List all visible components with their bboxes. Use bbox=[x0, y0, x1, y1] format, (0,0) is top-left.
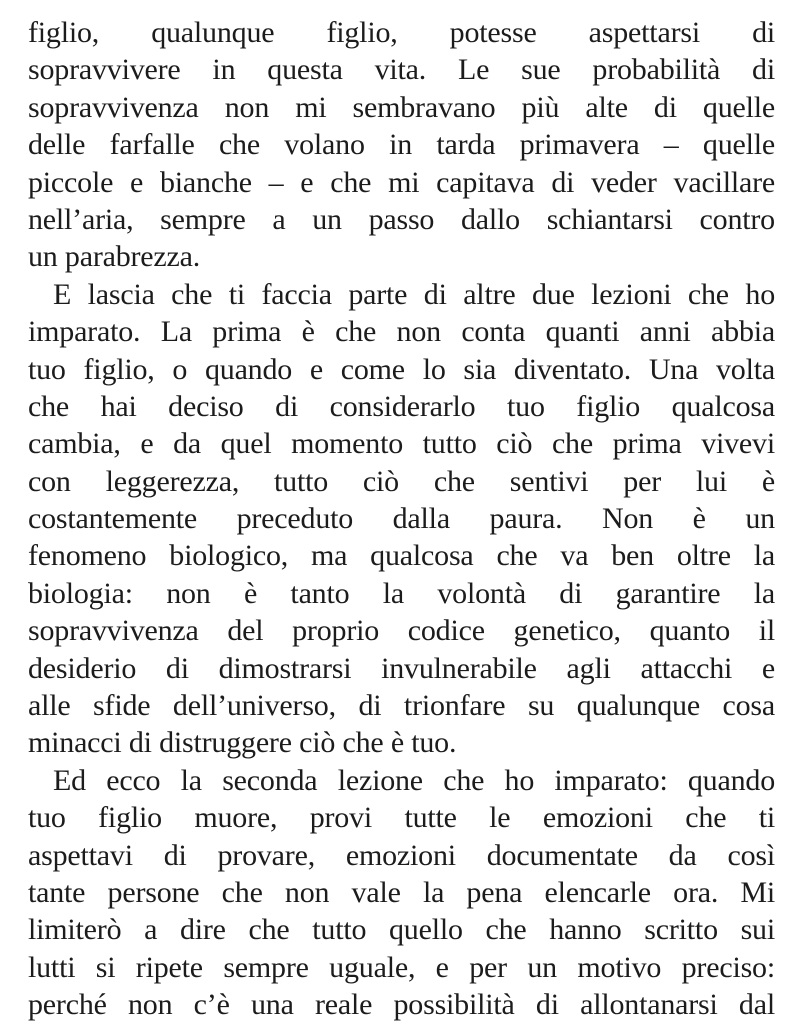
text-line: cambia, e da quel momento tutto ciò che prima vivevi bbox=[28, 427, 775, 461]
text-line: delle farfalle che volano in tarda primavera – quelle bbox=[28, 128, 775, 162]
text-line: fenomeno biologico, ma qualcosa che va ben oltre la bbox=[28, 539, 775, 573]
text-line: piccole e bianche – e che mi capitava di veder vacillare bbox=[28, 165, 775, 199]
text-line: limiterò a dire che tutto quello che hanno scritto sui bbox=[28, 913, 775, 947]
text-line: figlio, qualunque figlio, potesse aspettarsi di bbox=[28, 16, 775, 49]
text-line: con leggerezza, tutto ciò che sentivi per lui è bbox=[28, 464, 775, 498]
text-line: imparato. La prima è che non conta quanti anni abbia bbox=[28, 315, 775, 349]
text-line: che hai deciso di considerarlo tuo figlio qualcosa bbox=[28, 389, 775, 423]
text-line: costantemente preceduto dalla paura. Non è un bbox=[28, 502, 775, 536]
text-line: nell’aria, sempre a un passo dallo schiantarsi contro bbox=[28, 202, 775, 236]
text-line: biologia: non è tanto la volontà di garantire la bbox=[28, 576, 775, 610]
text-line: E lascia che ti faccia parte di altre due lezioni che ho bbox=[53, 277, 775, 311]
text-line: alle sfide dell’universo, di trionfare su qualunque cosa bbox=[28, 689, 775, 723]
text-line: tante persone che non vale la pena elencarle ora. Mi bbox=[28, 875, 775, 909]
text-line: perché non c’è una reale possibilità di allontanarsi dal bbox=[28, 988, 775, 1022]
text-line: lutti si ripete sempre uguale, e per un motivo preciso: bbox=[28, 950, 775, 984]
text-line: sopravvivenza del proprio codice genetico, quanto il bbox=[28, 614, 775, 648]
text-line: minacci di distruggere ciò che è tuo. bbox=[28, 726, 457, 760]
text-line: un parabrezza. bbox=[28, 240, 201, 274]
text-line: aspettavi di provare, emozioni documentate da così bbox=[28, 838, 775, 872]
text-line: tuo figlio muore, provi tutte le emozioni che ti bbox=[28, 801, 775, 835]
text-line: sopravvivenza non mi sembravano più alte di quelle bbox=[28, 90, 775, 124]
text-line: tuo figlio, o quando e come lo sia diventato. Una volta bbox=[28, 352, 775, 386]
text-line: sopravvivere in questa vita. Le sue probabilità di bbox=[28, 53, 775, 87]
text-line: Ed ecco la seconda lezione che ho imparato: quando bbox=[53, 763, 775, 797]
text-line: desiderio di dimostrarsi invulnerabile agli attacchi e bbox=[28, 651, 775, 685]
